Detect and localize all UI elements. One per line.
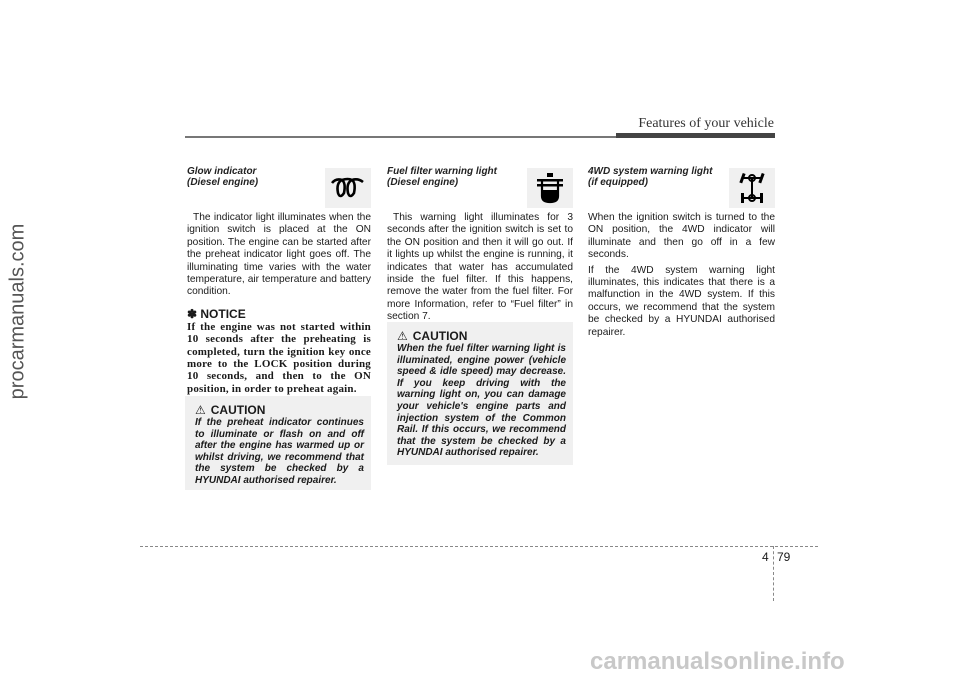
caution-box bbox=[185, 396, 371, 490]
glow-indicator-section bbox=[187, 166, 371, 395]
chapter-number: 4 bbox=[762, 550, 769, 564]
section-heading: Glow indicator (Diesel engine) bbox=[187, 166, 259, 188]
body-text: The indicator light illuminates when the ignition switch is placed at the ON position. The engine can be started after the preheat indicator light goes off. The illuminating time varies with the water temperature, air temperature and battery condition. bbox=[187, 212, 371, 298]
bottom-watermark: carmanualsonline.info bbox=[590, 648, 845, 675]
footer-rule bbox=[140, 546, 818, 547]
fuel-filter-icon bbox=[527, 168, 573, 208]
caution-text: If the preheat indicator continues to illuminate or flash on and off after the engine has warmed up or whilst driving, we recommend that the system be checked by a HYUNDAI authorised repairer. bbox=[195, 417, 364, 486]
warning-triangle-icon: ⚠ bbox=[397, 329, 408, 343]
4wd-icon bbox=[729, 168, 775, 208]
caution-box bbox=[387, 322, 573, 465]
notice-heading: ✽ NOTICE bbox=[187, 306, 246, 321]
section-heading: 4WD system warning light (if equipped) bbox=[588, 166, 713, 188]
glow-coil-icon bbox=[325, 168, 371, 208]
warning-triangle-icon: ⚠ bbox=[195, 403, 206, 417]
section-title: Features of your vehicle bbox=[638, 116, 774, 131]
body-text: This warning light illuminates for 3 seconds after the ignition switch is set to the ON position and then it will go out. If it lights up whilst the engine is running, it indicates that water has accumulated inside the fuel filter. If this happens, remove the water from the fuel filter. For more Information, refer to “Fuel filter” in section 7. bbox=[387, 212, 573, 323]
4wd-warning-section bbox=[588, 166, 775, 342]
body-text: When the ignition switch is turned to the ON position, the 4WD indicator will illuminate and then go off in a few seconds. If the 4WD system warning light illuminates, this indicates that there is a malfunction in the 4WD system. If this occurs, we recommend that the system be checked by a HYUNDAI authorised repairer. bbox=[588, 212, 775, 338]
header-rule-accent bbox=[616, 133, 775, 138]
page-number: 79 bbox=[777, 550, 791, 564]
caution-heading: CAUTION bbox=[412, 329, 468, 343]
footer-divider bbox=[773, 546, 774, 601]
caution-heading: CAUTION bbox=[210, 403, 266, 417]
side-watermark: procarmanuals.com bbox=[6, 223, 29, 400]
caution-text: When the fuel filter warning light is illuminated, engine power (vehicle speed & idle speed) may decrease. If you keep driving with the warning light on, you can damage your vehicle's engine parts and injection system of the Common Rail. If this occurs, we recommend that the system be checked by a HYUNDAI authorised repairer. bbox=[397, 343, 566, 459]
section-heading: Fuel filter warning light (Diesel engine) bbox=[387, 166, 497, 188]
notice-text: If the engine was not started within 10 seconds after the preheating is completed, turn the ignition key once more to the LOCK position during 10 seconds, and then to the ON position, in order to preheat again. bbox=[187, 320, 371, 395]
fuel-filter-section bbox=[387, 166, 573, 327]
